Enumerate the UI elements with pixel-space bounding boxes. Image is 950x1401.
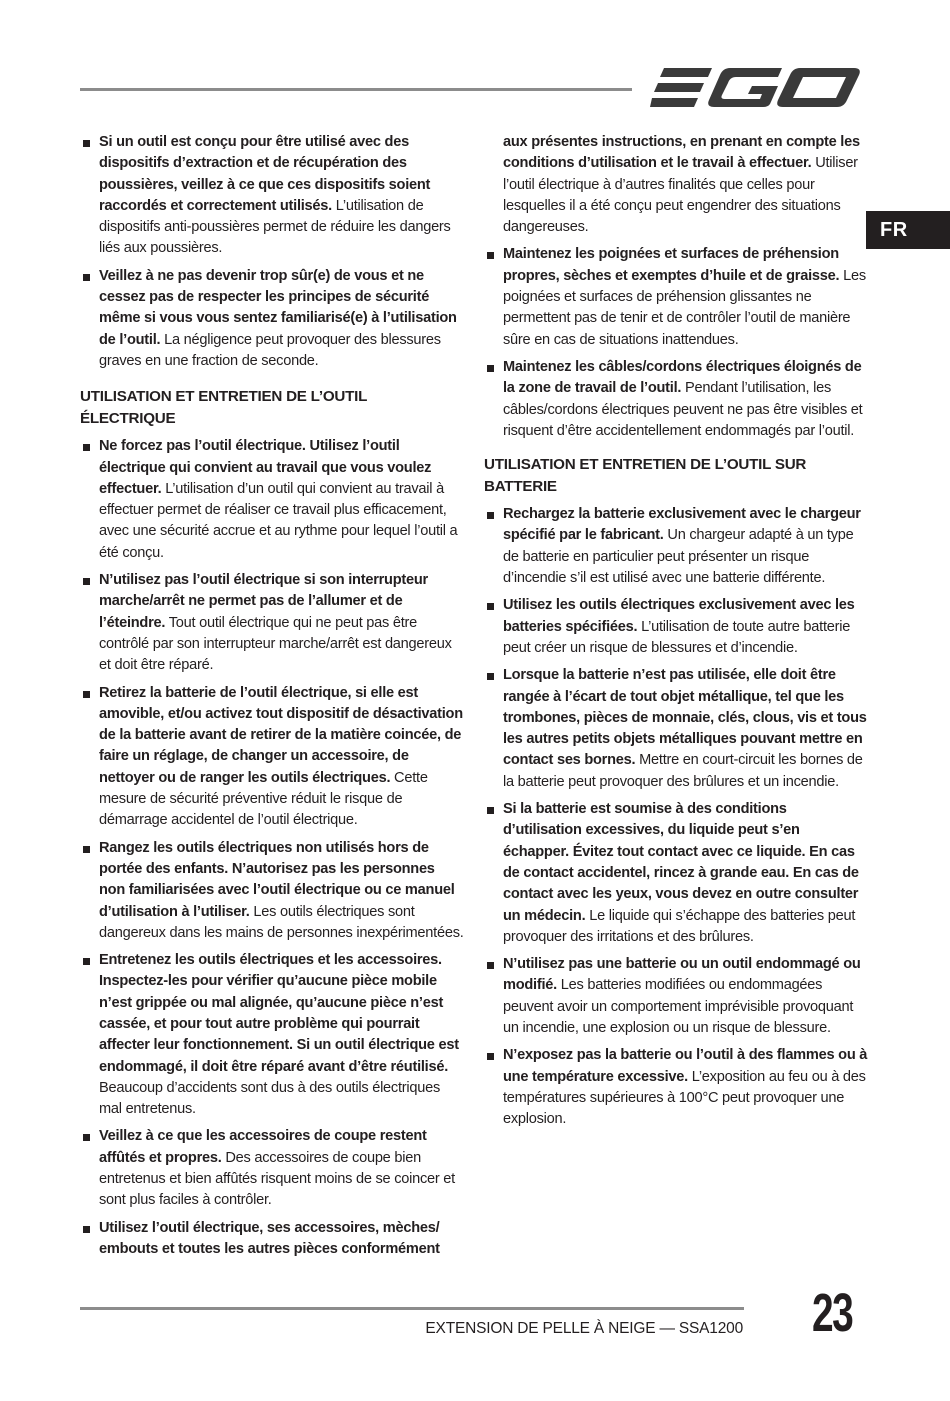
bullet-item-text: L’exposition au feu ou à des températures supérieures à 100°C peut provoquer une explosion. [503,1068,866,1128]
bullet-item-text: Le liquide qui s’échappe des batteries peut provoquer des irritations et des brûlures. [503,907,856,945]
bullet-item-bold: Retirez la batterie de l’outil électrique, si elle est amovible, et/ou activez tout dispositif de désactivation de la batterie avant de retirer de la matière coincée, de faire un réglage, de changer un accessoire, de nettoyer ou de ranger les outils électriques. [99,684,463,786]
footer-title: EXTENSION DE PELLE À NEIGE — SSA1200 [425,1320,743,1337]
header-rule [80,88,632,91]
bullet-item-text: L’utilisation de toute autre batterie peut créer un risque de blessures et d’incendie. [503,618,851,656]
square-bullet-icon [83,1134,90,1141]
bullet-item-bold: Maintenez les câbles/cordons électriques éloignés de la zone de travail de l’outil. [503,358,862,397]
square-bullet-icon [83,140,90,147]
bullet-item-bold: Si la batterie est soumise à des conditions d’utilisation excessives, du liquide peut s’en échapper. Évitez tout contact avec ce liquide. En cas de contact accidentel, rincez à grande eau. En cas de contact avec les yeux, vous devez en outre consulter un médecin. [503,801,859,924]
continued-item-text: Utiliser l’outil électrique à d’autres finalités que celles pour lesquelles il a été conçu peut engendrer des situations dangereuses. [503,155,858,236]
right-list-bottom [484,504,868,1130]
bullet-item-bold: N’utilisez pas une batterie ou un outil endommagé ou modifié. [503,956,861,994]
bullet-item [484,244,868,350]
bullet-item [484,1045,868,1130]
bullet-item-bold: N’exposez pas la batterie ou l’outil à des flammes ou à une température excessive. [503,1047,868,1085]
square-bullet-icon [487,1053,494,1060]
square-bullet-icon [83,274,90,281]
bullet-item-bold: Entretenez les outils électriques et les accessoires. Inspectez-les pour vérifier qu’aucune pièce mobile n’est grippée ou mal alignée, qu’aucune pièce n’est cassée, et pour tout autre problème qui pourrait affecter leur fonctionnement. Si un outil électrique est endommagé, il doit être réparé avant d’être réutilisé. [99,952,459,1075]
bullet-item-text: Mettre en court-circuit les bornes de la batterie peut provoquer des brûlures et un incendie. [503,752,863,790]
language-tab: FR [866,211,950,249]
bullet-item-text: Cette mesure de sécurité préventive réduit le risque de démarrage accidentel de l’outil électrique. [99,769,428,829]
bullet-item [80,132,464,260]
bullet-item [484,504,868,589]
bullet-item [484,357,868,442]
bullet-item [80,683,464,832]
bullet-item-text: Un chargeur adapté à un type de batterie en particulier peut présenter un risque d’incendie s’il est utilisé avec une batterie différente. [503,527,854,587]
bullet-item [484,665,868,793]
square-bullet-icon [83,691,90,698]
bullet-item-text: Tout outil électrique qui ne peut pas être contrôlé par son interrupteur marche/arrêt est dangereux et doit être réparé. [99,614,452,674]
bullet-item-bold: Maintenez les poignées et surfaces de préhension propres, sèches et exemptes d’huile et de graisse. [503,246,840,284]
left-list-bottom [80,436,464,1260]
bullet-item-bold: Si un outil est conçu pour être utilisé avec des dispositifs d’extraction et de récupération des poussières, veillez à ce que ces dispositifs soient raccordés et correctement utilisés. [99,134,431,214]
square-bullet-icon [83,846,90,853]
bullet-item [484,799,868,948]
bullet-item-bold: Rechargez la batterie exclusivement avec le chargeur spécifié par le fabricant. [503,506,861,544]
bullet-item-text: Les outils électriques sont dangereux dans les mains de personnes inexpérimentées. [99,903,464,941]
bullet-item-bold: Rangez les outils électriques non utilisés hors de portée des enfants. N’autorisez pas les personnes non familiarisées avec l’outil électrique ou ce manuel d’utilisation à l’utiliser. [99,839,455,920]
square-bullet-icon [487,673,494,680]
square-bullet-icon [487,252,494,259]
ego-logo [650,64,862,112]
bullet-item-text: Les batteries modifiées ou endommagées peuvent avoir un comportement imprévisible provoquant un incendie, une explosion ou un risque de blessure. [503,977,854,1036]
footer-rule [80,1307,744,1310]
square-bullet-icon [487,512,494,519]
bullet-item [80,436,464,564]
right-column [484,132,868,1136]
square-bullet-icon [83,1226,90,1233]
continued-item-bold: aux présentes instructions, en prenant en compte les conditions d’utilisation et le travail à effectuer. [503,134,860,172]
square-bullet-icon [487,962,494,969]
bullet-item [80,570,464,676]
bullet-item [80,950,464,1120]
bullet-item-text: Les poignées et surfaces de préhension glissantes ne permettent pas de tenir et de contrôler l’outil de manière sûre en cas de situations inattendues. [503,267,866,348]
bullet-item-text: Beaucoup d’accidents sont dus à des outils électriques mal entretenus. [99,1079,441,1118]
bullet-item-text: La négligence peut provoquer des blessures graves en une fraction de seconde. [99,331,441,369]
bullet-item-bold: Lorsque la batterie n’est pas utilisée, elle doit être rangée à l’écart de tout objet métallique, tel que les trombones, pièces de monnaie, clés, clous, vis et tous les autres petits objets métalliques pouvant mettre en contact ses bornes. [503,667,867,769]
bullet-item-text: Pendant l’utilisation, les câbles/cordons électriques peuvent ne pas être visibles et risquent d’être accidentellement endommagés par l’outil. [503,380,863,439]
left-list-top [80,132,464,372]
square-bullet-icon [83,444,90,451]
bullet-item-bold: N’utilisez pas l’outil électrique si son interrupteur marche/arrêt ne permet pas de l’allumer et de l’éteindre. [99,572,428,631]
bullet-item [80,1218,464,1261]
section-heading-power-tool: UTILISATION ET ENTRETIEN DE L’OUTIL ÉLECTRIQUE [80,388,367,428]
bullet-item-bold: Veillez à ce que les accessoires de coupe restent affûtés et propres. [99,1128,427,1166]
bullet-item [80,838,464,944]
square-bullet-icon [487,807,494,814]
bullet-item-bold: Utilisez l’outil électrique, ses accessoires, mèches/ embouts et toutes les autres pièces conformément [99,1219,440,1257]
square-bullet-icon [487,603,494,610]
square-bullet-icon [83,958,90,965]
square-bullet-icon [83,578,90,585]
bullet-item-bold: Ne forcez pas l’outil électrique. Utilisez l’outil électrique qui convient au travail que vous voulez effectuer. [99,438,432,497]
bullet-item [484,954,868,1039]
bullet-item [80,266,464,372]
left-column [80,132,464,1266]
bullet-item-bold: Veillez à ne pas devenir trop sûr(e) de vous et ne cessez pas de respecter les principes de sécurité même si vous vous sentez familiarisé(e) à l’utilisation de l’outil. [99,267,457,348]
continued-item [484,132,868,238]
bullet-item-text: L’utilisation d’un outil qui convient au travail à effectuer permet de réaliser ce travail plus efficacement, avec une sécurité accrue et au rythme pour lequel l’outil a été conçu. [99,480,458,561]
bullet-item-text: Des accessoires de coupe bien entretenus et bien affûtés risquent moins de se coincer et sont plus faciles à contrôler. [99,1149,455,1209]
section-heading-battery-tool: UTILISATION ET ENTRETIEN DE L’OUTIL SUR BATTERIE [484,456,807,496]
bullet-item [484,595,868,659]
square-bullet-icon [487,365,494,372]
bullet-item-text: L’utilisation de dispositifs anti-poussières permet de réduire les dangers liés aux poussières. [99,197,451,257]
right-list-top [484,244,868,442]
page-number: 23 [812,1283,853,1343]
bullet-item-bold: Utilisez les outils électriques exclusivement avec les batteries spécifiées. [503,597,855,635]
bullet-item [80,1126,464,1211]
